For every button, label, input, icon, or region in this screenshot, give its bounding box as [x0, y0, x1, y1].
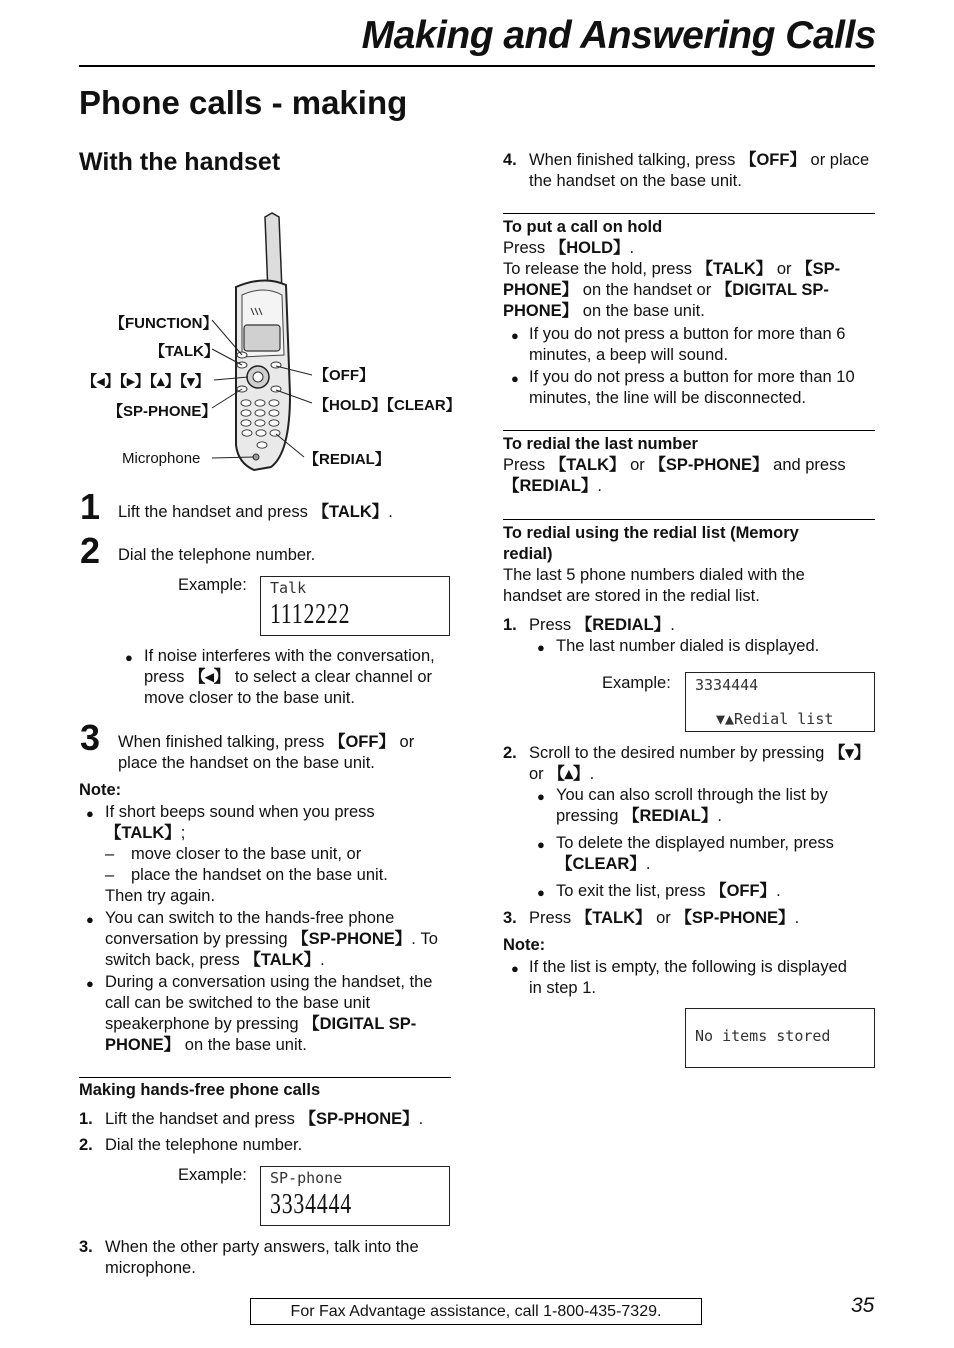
hf-step-2-text: Dial the telephone number.	[105, 1136, 303, 1154]
note-1-then: Then try again.	[105, 887, 216, 905]
note-1-sub-1: move closer to the base unit, or	[131, 845, 362, 863]
page-title: Phone calls - making	[79, 84, 408, 121]
memory-title-1: To redial using the redial list (Memory	[503, 524, 799, 542]
hold-release-2: PHONE】 on the handset or 【DIGITAL SP-	[503, 281, 829, 299]
header-rule	[79, 65, 875, 67]
m-step-2-num: 2.	[503, 744, 517, 762]
hf-step-3-num: 3.	[79, 1238, 93, 1256]
m-step-1-text: Press 【REDIAL】.	[529, 616, 675, 634]
m-step-2-text: Scroll to the desired number by pressing 【▾】 or 【▴】.	[529, 744, 871, 783]
handset-diagram	[76, 205, 456, 477]
hold-release-3: PHONE】 on the base unit.	[503, 302, 705, 320]
bullet-dot: ●	[537, 837, 545, 852]
step-number-2: 2	[80, 530, 101, 571]
hold-release-1: To release the hold, press 【TALK】 or 【SP-	[503, 260, 841, 278]
hf-step-1-text: Lift the handset and press 【SP-PHONE】.	[105, 1110, 424, 1128]
label-navigator-keys: 【◂】【▸】【▴】【▾】	[82, 373, 210, 390]
hf-step-1-num: 1.	[79, 1110, 93, 1128]
label-off-key: 【OFF】	[314, 367, 374, 384]
example-label: Example:	[178, 1166, 247, 1184]
header-title: Making and Answering Calls	[361, 14, 876, 57]
m-step-1-bullet: The last number dialed is displayed.	[556, 637, 820, 655]
m-step-3-text: Press 【TALK】 or 【SP-PHONE】.	[529, 909, 800, 927]
label-microphone: Microphone	[122, 450, 201, 467]
hold-title: To put a call on hold	[503, 218, 663, 236]
bullet-dot: ●	[86, 912, 94, 927]
right-note-title: Note:	[503, 936, 546, 954]
example-label: Example:	[178, 576, 247, 594]
lcd-display-spphone	[260, 1166, 450, 1226]
lcd-line-1: Talk	[270, 579, 307, 597]
bullet-dot: ●	[537, 640, 545, 655]
lcd-display-no-items	[685, 1008, 875, 1068]
step-1-text: Lift the handset and press 【TALK】.	[118, 503, 393, 521]
right-note-text: If the list is empty, the following is displayed in step 1.	[529, 958, 847, 997]
m-step-2-bullet-3: To exit the list, press 【OFF】.	[556, 882, 781, 900]
label-redial-key: 【REDIAL】	[304, 451, 390, 468]
hold-press: Press 【HOLD】.	[503, 239, 635, 257]
label-hold-clear-keys: 【HOLD】【CLEAR】	[314, 397, 461, 414]
memory-section: To redial using the redial list (Memory redial) The last 5 phone numbers dialed with the handset are stored in the redial list.	[503, 523, 875, 607]
redial-title: To redial the last number	[503, 435, 698, 453]
bullet-dot: ●	[125, 650, 133, 665]
lcd-line-1: 3334444	[695, 676, 759, 694]
hold-bullet-1: If you do not press a button for more than 6 minutes, a beep will sound.	[529, 325, 846, 364]
m-step-1-num: 1.	[503, 616, 517, 634]
memory-title-2: redial)	[503, 545, 553, 563]
bullet-dot: ●	[511, 328, 519, 343]
section-rule	[503, 213, 875, 214]
label-function-key: 【FUNCTION】	[110, 315, 218, 332]
hold-bullet-2: If you do not press a button for more than 10 minutes, the line will be disconnected.	[529, 368, 855, 407]
lcd-line-1: SP-phone	[270, 1169, 343, 1187]
bullet-dot: ●	[511, 961, 519, 976]
step-2-text: Dial the telephone number.	[118, 546, 316, 564]
m-step-2-bullet-2: To delete the displayed number, press 【CLEAR】.	[556, 834, 834, 873]
lcd-display-talk	[260, 576, 450, 636]
step-number-3: 3	[80, 717, 101, 758]
bullet-dot: ●	[86, 976, 94, 991]
section-rule	[503, 519, 875, 520]
footer-assistance: For Fax Advantage assistance, call 1-800-435-7329.	[250, 1298, 702, 1325]
step-number-1: 1	[80, 486, 101, 527]
handset-illustration	[236, 213, 290, 470]
note-1-sub-2: place the handset on the base unit.	[131, 866, 388, 884]
bullet-dot: ●	[86, 806, 94, 821]
lcd-line-2: 1112222	[270, 599, 351, 630]
lcd-display-redial-list	[685, 672, 875, 732]
handsfree-title: Making hands-free phone calls	[79, 1081, 321, 1099]
lcd-line-1: No items stored	[695, 1027, 831, 1045]
example-label: Example:	[602, 674, 671, 692]
page-number: 35	[851, 1294, 875, 1317]
label-spphone-key: 【SP-PHONE】	[108, 403, 217, 420]
bullet-noise-text: If noise interferes with the conversation, press 【◂】 to select a clear channel or move closer to the base unit.	[144, 647, 435, 707]
m-step-2-bullet-1: You can also scroll through the list by pressing 【REDIAL】.	[556, 786, 828, 825]
section-rule	[503, 430, 875, 431]
step-3-text: When finished talking, press 【OFF】 or place the handset on the base unit.	[118, 733, 415, 772]
section-rule	[79, 1077, 451, 1078]
note-3-text: During a conversation using the handset, the call can be switched to the base unit speakerphone by pressing 【DIGITAL SP- PHONE】 on the base unit.	[105, 973, 433, 1054]
bullet-dot: ●	[537, 789, 545, 804]
lcd-line-2: 3334444	[270, 1189, 352, 1220]
note-1-dash-2: –	[105, 866, 115, 884]
note-1-dash-1: –	[105, 845, 115, 863]
label-talk-key: 【TALK】	[150, 343, 219, 360]
step-4-text: When finished talking, press 【OFF】 or place the handset on the base unit.	[529, 151, 870, 190]
step-4-num: 4.	[503, 151, 517, 169]
hf-step-3-text: When the other party answers, talk into the microphone.	[105, 1238, 419, 1277]
hold-section	[503, 217, 875, 322]
redial-section: To redial the last number Press 【TALK】 or 【SP-PHONE】 and press 【REDIAL】.	[503, 434, 875, 497]
lcd-line-2: ▼▲Redial list	[716, 710, 834, 728]
note-title: Note:	[79, 781, 122, 799]
section-title: With the handset	[79, 148, 281, 176]
note-1-text: If short beeps sound when you press 【TALK】;	[105, 803, 375, 842]
bullet-dot: ●	[511, 371, 519, 386]
bullet-dot: ●	[537, 885, 545, 900]
hf-step-2-num: 2.	[79, 1136, 93, 1154]
m-step-3-num: 3.	[503, 909, 517, 927]
note-2-text: You can switch to the hands-free phone conversation by pressing 【SP-PHONE】. To switch back, press 【TALK】.	[105, 909, 438, 969]
